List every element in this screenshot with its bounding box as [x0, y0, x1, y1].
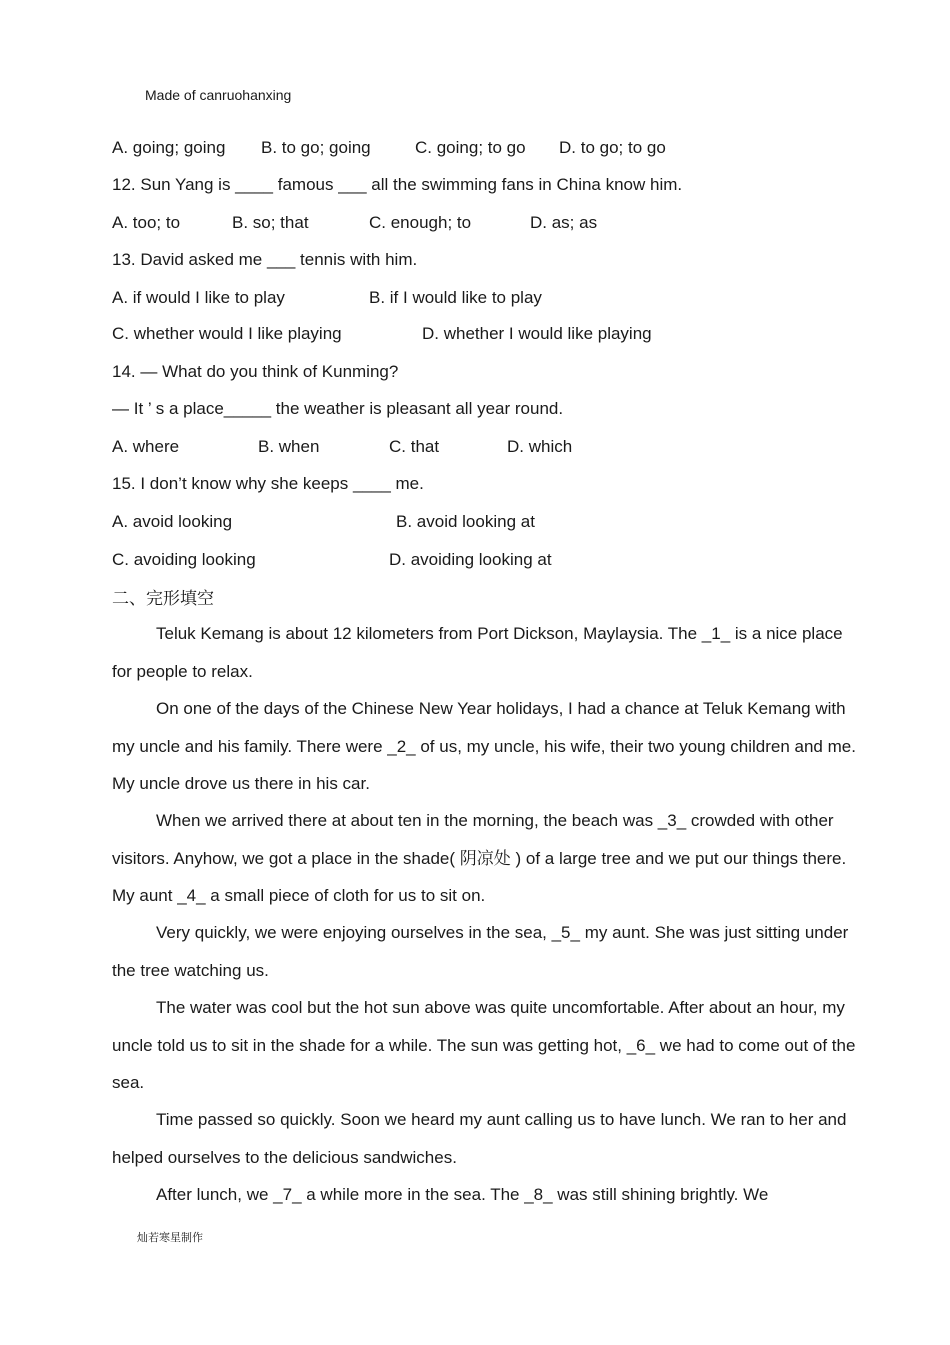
q12-option-d: D. as; as: [530, 213, 598, 232]
q11-option-d: D. to go; to go: [559, 138, 666, 157]
q15-option-b: B. avoid looking at: [396, 512, 535, 531]
passage-paragraph-6: [112, 1101, 857, 1176]
q13-stem: 13. David asked me ___ tennis with him.: [112, 250, 418, 269]
q15-option-d: D. avoiding looking at: [389, 550, 552, 569]
q14-option-c: C. that: [389, 437, 440, 456]
paragraph-text: The water was cool but the hot sun above was quite uncomfortable. After about an hour, my uncle told us to sit in the shade for a while. The sun was getting hot, _6_ we had to come out of the sea.: [112, 998, 856, 1092]
paragraph-text: Very quickly, we were enjoying ourselves in the sea, _5_ my aunt. She was just sitting under the tree watching us.: [112, 923, 849, 980]
page-header: Made of canruohanxing: [145, 87, 292, 103]
section-title: 二、完形填空: [112, 589, 214, 609]
paragraph-text: Time passed so quickly. Soon we heard my aunt calling us to have lunch. We ran to her and helped ourselves to the delicious sandwiches.: [112, 1110, 847, 1167]
q13-option-a: A. if would I like to play: [112, 288, 285, 307]
q11-option-b: B. to go; going: [261, 138, 371, 157]
passage-paragraph-5: [112, 989, 857, 1102]
passage-paragraph-4: [112, 914, 857, 989]
q12-stem: 12. Sun Yang is ____ famous ___ all the swimming fans in China know him.: [112, 175, 683, 194]
passage-paragraph-1: [112, 615, 857, 690]
q15-option-c: C. avoiding looking: [112, 550, 256, 569]
q14-option-a: A. where: [112, 437, 180, 456]
q12-option-b: B. so; that: [232, 213, 309, 232]
q13-option-b: B. if I would like to play: [369, 288, 542, 307]
q13-option-c: C. whether would I like playing: [112, 324, 342, 343]
q12-option-c: C. enough; to: [369, 213, 472, 232]
q11-option-a: A. going; going: [112, 138, 226, 157]
paragraph-text: When we arrived there at about ten in the morning, the beach was _3_ crowded with other visitors. Anyhow, we got a place in the shade( 阴凉处 ) of a large tree and we put our things there. My aunt _4_ a small piece of cloth for us to sit on.: [112, 811, 847, 905]
passage-paragraph-2: [112, 690, 857, 803]
q15-stem: 15. I don’t know why she keeps ____ me.: [112, 474, 424, 493]
q14-reply: — It ’ s a place_____ the weather is pleasant all year round.: [112, 399, 564, 418]
paragraph-text: On one of the days of the Chinese New Year holidays, I had a chance at Teluk Kemang with my uncle and his family. There were _2_ of us, my uncle, his wife, their two young children and me. My uncle drove us there in his car.: [112, 699, 856, 793]
q13-option-d: D. whether I would like playing: [422, 324, 652, 343]
q14-option-b: B. when: [258, 437, 320, 456]
paragraph-text: Teluk Kemang is about 12 kilometers from Port Dickson, Maylaysia. The _1_ is a nice place for people to relax.: [112, 624, 843, 681]
q11-option-c: C. going; to go: [415, 138, 526, 157]
q12-option-a: A. too; to: [112, 213, 181, 232]
q14-option-d: D. which: [507, 437, 573, 456]
passage-paragraph-7: [112, 1176, 857, 1214]
paragraph-text: After lunch, we _7_ a while more in the sea. The _8_ was still shining brightly. We: [156, 1185, 769, 1204]
page-footer: 灿若寒星制作: [137, 1231, 203, 1244]
passage-paragraph-3: [112, 802, 857, 915]
q14-stem: 14. — What do you think of Kunming?: [112, 362, 399, 381]
q15-option-a: A. avoid looking: [112, 512, 233, 531]
